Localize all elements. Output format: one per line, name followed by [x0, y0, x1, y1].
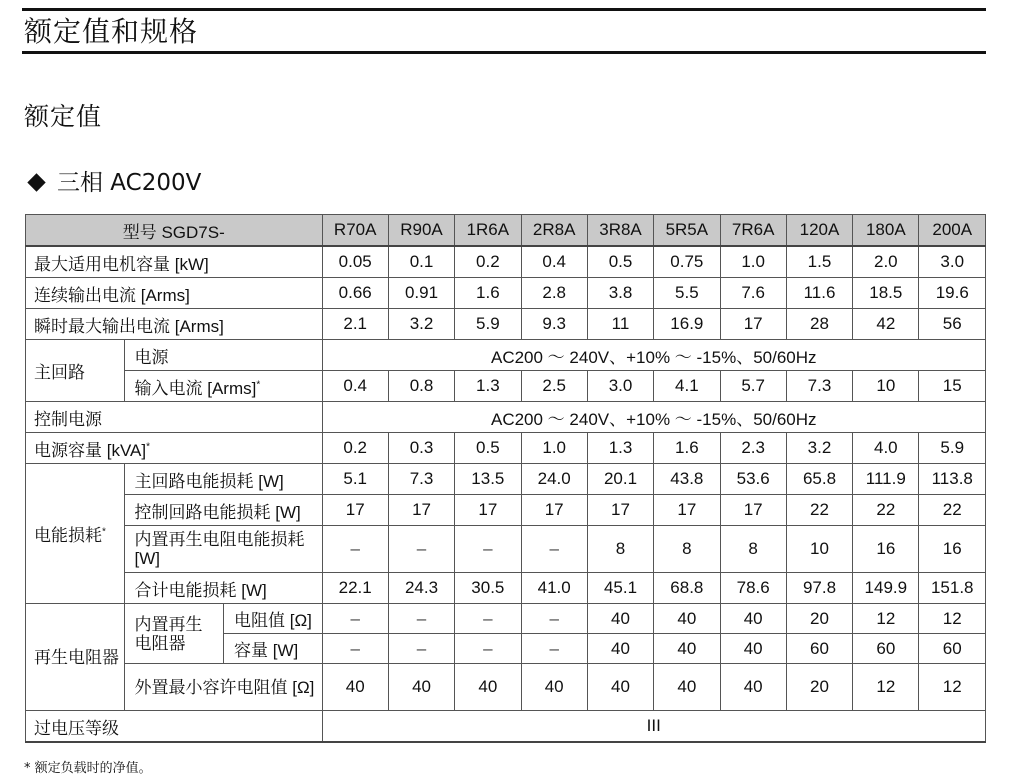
value-cell: 15 — [919, 371, 986, 402]
value-cell: 4.0 — [853, 433, 919, 464]
value-cell: 0.4 — [322, 371, 388, 402]
value-cell: 40 — [455, 664, 521, 711]
value-cell: 22 — [786, 495, 852, 526]
value-cell: 0.1 — [388, 246, 454, 278]
row-label: 主回路电能损耗 [W] — [124, 464, 322, 495]
value-cell: 97.8 — [786, 573, 852, 604]
value-cell: 40 — [388, 664, 454, 711]
value-cell: 0.4 — [521, 246, 587, 278]
value-cell: 16 — [919, 526, 986, 573]
value-cell: 10 — [853, 371, 919, 402]
row-label: 连续输出电流 [Arms] — [26, 278, 323, 309]
value-cell: 0.75 — [654, 246, 720, 278]
row-label: 过电压等级 — [26, 711, 323, 743]
row-label: 瞬时最大输出电流 [Arms] — [26, 309, 323, 340]
value-cell: 41.0 — [521, 573, 587, 604]
table-row — [26, 278, 986, 309]
value-cell: 0.2 — [322, 433, 388, 464]
value-cell: – — [322, 526, 388, 573]
model-cell: 7R6A — [720, 215, 786, 247]
title-bottom-rule — [22, 51, 986, 54]
section-title: 额定值 — [24, 102, 103, 131]
value-cell: 17 — [322, 495, 388, 526]
diamond-bullet-icon — [27, 173, 45, 191]
value-cell: 8 — [587, 526, 653, 573]
value-cell: – — [322, 604, 388, 634]
value-cell: 45.1 — [587, 573, 653, 604]
model-cell: 3R8A — [587, 215, 653, 247]
model-cell: 5R5A — [654, 215, 720, 247]
row-label: 容量 [W] — [224, 634, 323, 664]
value-cell: 1.6 — [455, 278, 521, 309]
row-label: 内置再生电阻电能损耗 [W] — [124, 526, 322, 573]
value-cell: 43.8 — [654, 464, 720, 495]
value-cell: 151.8 — [919, 573, 986, 604]
value-cell: 53.6 — [720, 464, 786, 495]
value-cell: – — [455, 634, 521, 664]
row-label: 输入电流 [Arms] — [134, 378, 257, 398]
model-header: 型号 SGD7S- — [26, 215, 323, 247]
value-cell: 9.3 — [521, 309, 587, 340]
value-cell: 5.1 — [322, 464, 388, 495]
value-cell: 17 — [521, 495, 587, 526]
group-label-regen-resistor: 再生电阻器 — [26, 604, 125, 711]
value-cell: 60 — [919, 634, 986, 664]
value-cell: 1.6 — [654, 433, 720, 464]
value-cell: 20 — [786, 664, 852, 711]
table-row — [26, 464, 986, 495]
table-row — [26, 246, 986, 278]
subsection-heading — [26, 167, 201, 199]
value-cell: 2.8 — [521, 278, 587, 309]
row-label: 控制回路电能损耗 [W] — [124, 495, 322, 526]
row-label: 合计电能损耗 [W] — [124, 573, 322, 604]
value-cell: 78.6 — [720, 573, 786, 604]
value-cell: – — [455, 526, 521, 573]
model-cell: R90A — [388, 215, 454, 247]
value-cell: 40 — [654, 604, 720, 634]
value-cell: 7.3 — [786, 371, 852, 402]
footnote-mark: * — [256, 378, 261, 390]
value-cell: 111.9 — [853, 464, 919, 495]
value-cell: 3.8 — [587, 278, 653, 309]
model-cell: 2R8A — [521, 215, 587, 247]
footnote-mark: * — [102, 526, 106, 538]
value-cell: 7.6 — [720, 278, 786, 309]
value-cell: 5.9 — [919, 433, 986, 464]
table-row — [26, 604, 986, 634]
row-label: 电源容量 [kVA] — [34, 440, 147, 460]
row-label-cell — [26, 433, 323, 464]
value-cell: – — [521, 604, 587, 634]
value-cell: 40 — [720, 604, 786, 634]
table-row — [26, 526, 986, 573]
table-row — [26, 340, 986, 371]
value-cell: 40 — [654, 634, 720, 664]
value-cell: 16 — [853, 526, 919, 573]
value-cell: 17 — [587, 495, 653, 526]
value-cell: 12 — [919, 604, 986, 634]
value-cell: 12 — [853, 664, 919, 711]
value-cell: 17 — [720, 309, 786, 340]
table-row — [26, 495, 986, 526]
table-row — [26, 371, 986, 402]
group-label-power-loss: 电能损耗 — [34, 526, 102, 545]
value-cell: 3.0 — [919, 246, 986, 278]
value-cell: 28 — [786, 309, 852, 340]
value-cell: – — [322, 634, 388, 664]
value-cell: 22 — [919, 495, 986, 526]
value-cell: 1.5 — [786, 246, 852, 278]
value-cell: 17 — [388, 495, 454, 526]
value-cell: 20.1 — [587, 464, 653, 495]
value-cell: 40 — [322, 664, 388, 711]
value-cell: – — [388, 526, 454, 573]
value-cell: 40 — [720, 664, 786, 711]
footnote: * 额定负载时的净值。 — [24, 761, 152, 776]
value-cell: 40 — [587, 634, 653, 664]
table-header-row — [26, 215, 986, 247]
value-cell: 2.5 — [521, 371, 587, 402]
value-cell: 0.05 — [322, 246, 388, 278]
value-cell: 1.0 — [720, 246, 786, 278]
value-cell: 30.5 — [455, 573, 521, 604]
value-cell: 24.3 — [388, 573, 454, 604]
value-cell: 0.8 — [388, 371, 454, 402]
value-cell: 149.9 — [853, 573, 919, 604]
value-cell: 16.9 — [654, 309, 720, 340]
table-row — [26, 664, 986, 711]
value-cell: 68.8 — [654, 573, 720, 604]
value-cell: 13.5 — [455, 464, 521, 495]
value-cell: 5.7 — [720, 371, 786, 402]
value-cell: 2.0 — [853, 246, 919, 278]
value-cell: – — [521, 634, 587, 664]
value-cell: 0.5 — [587, 246, 653, 278]
value-cell: 0.5 — [455, 433, 521, 464]
value-cell: 0.66 — [322, 278, 388, 309]
table-row — [26, 433, 986, 464]
table-row — [26, 309, 986, 340]
value-cell: 40 — [654, 664, 720, 711]
row-label: 电阻值 [Ω] — [224, 604, 323, 634]
value-cell: 40 — [587, 664, 653, 711]
value-cell: 40 — [720, 634, 786, 664]
model-cell: 180A — [853, 215, 919, 247]
model-cell: R70A — [322, 215, 388, 247]
model-cell: 120A — [786, 215, 852, 247]
value-cell: 2.3 — [720, 433, 786, 464]
table-row — [26, 711, 986, 743]
value-cell: 12 — [919, 664, 986, 711]
value-cell: 113.8 — [919, 464, 986, 495]
value-cell: 4.1 — [654, 371, 720, 402]
value-cell: 24.0 — [521, 464, 587, 495]
subgroup-label-builtin: 内置再生电阻器 — [124, 604, 224, 664]
value-cell: 1.0 — [521, 433, 587, 464]
row-label-cell — [124, 371, 322, 402]
value-cell: 40 — [587, 604, 653, 634]
value-cell: 8 — [654, 526, 720, 573]
value-cell: 20 — [786, 604, 852, 634]
row-label: 外置最小容许电阻值 [Ω] — [124, 664, 322, 711]
value-cell: 17 — [720, 495, 786, 526]
value-cell: 11.6 — [786, 278, 852, 309]
model-cell: 1R6A — [455, 215, 521, 247]
value-cell-merged: AC200 ～ 240V、+10% ～ -15%、50/60Hz — [322, 340, 985, 371]
value-cell: 1.3 — [455, 371, 521, 402]
value-cell: 8 — [720, 526, 786, 573]
value-cell: – — [455, 604, 521, 634]
row-label: 控制电源 — [26, 402, 323, 433]
rated-values-table — [25, 214, 986, 743]
value-cell: 0.3 — [388, 433, 454, 464]
value-cell: 3.2 — [388, 309, 454, 340]
value-cell: 11 — [587, 309, 653, 340]
value-cell: 10 — [786, 526, 852, 573]
value-cell: 56 — [919, 309, 986, 340]
value-cell: – — [521, 526, 587, 573]
row-label: 最大适用电机容量 [kW] — [26, 246, 323, 278]
value-cell: 40 — [521, 664, 587, 711]
page-title: 额定值和规格 — [24, 15, 199, 48]
value-cell: 19.6 — [919, 278, 986, 309]
value-cell-merged: AC200 ～ 240V、+10% ～ -15%、50/60Hz — [322, 402, 985, 433]
footnote-mark: * — [146, 440, 150, 452]
group-label-power-loss-cell — [26, 464, 125, 604]
value-cell: 60 — [853, 634, 919, 664]
row-label: 电源 — [124, 340, 322, 371]
value-cell: 1.3 — [587, 433, 653, 464]
table-row — [26, 402, 986, 433]
title-top-rule — [22, 8, 986, 11]
value-cell: 3.2 — [786, 433, 852, 464]
value-cell: 3.0 — [587, 371, 653, 402]
table-row — [26, 573, 986, 604]
value-cell: 60 — [786, 634, 852, 664]
value-cell: 0.2 — [455, 246, 521, 278]
value-cell: 22.1 — [322, 573, 388, 604]
value-cell: 17 — [654, 495, 720, 526]
value-cell: 17 — [455, 495, 521, 526]
value-cell: 5.5 — [654, 278, 720, 309]
value-cell: – — [388, 634, 454, 664]
value-cell: 7.3 — [388, 464, 454, 495]
model-cell: 200A — [919, 215, 986, 247]
value-cell: 12 — [853, 604, 919, 634]
value-cell-merged: III — [322, 711, 985, 743]
value-cell: 18.5 — [853, 278, 919, 309]
value-cell: 22 — [853, 495, 919, 526]
value-cell: 2.1 — [322, 309, 388, 340]
value-cell: 5.9 — [455, 309, 521, 340]
subsection-title: 三相 AC200V — [57, 170, 202, 196]
group-label-main-circuit: 主回路 — [26, 340, 125, 402]
value-cell: 65.8 — [786, 464, 852, 495]
value-cell: 0.91 — [388, 278, 454, 309]
value-cell: – — [388, 604, 454, 634]
value-cell: 42 — [853, 309, 919, 340]
